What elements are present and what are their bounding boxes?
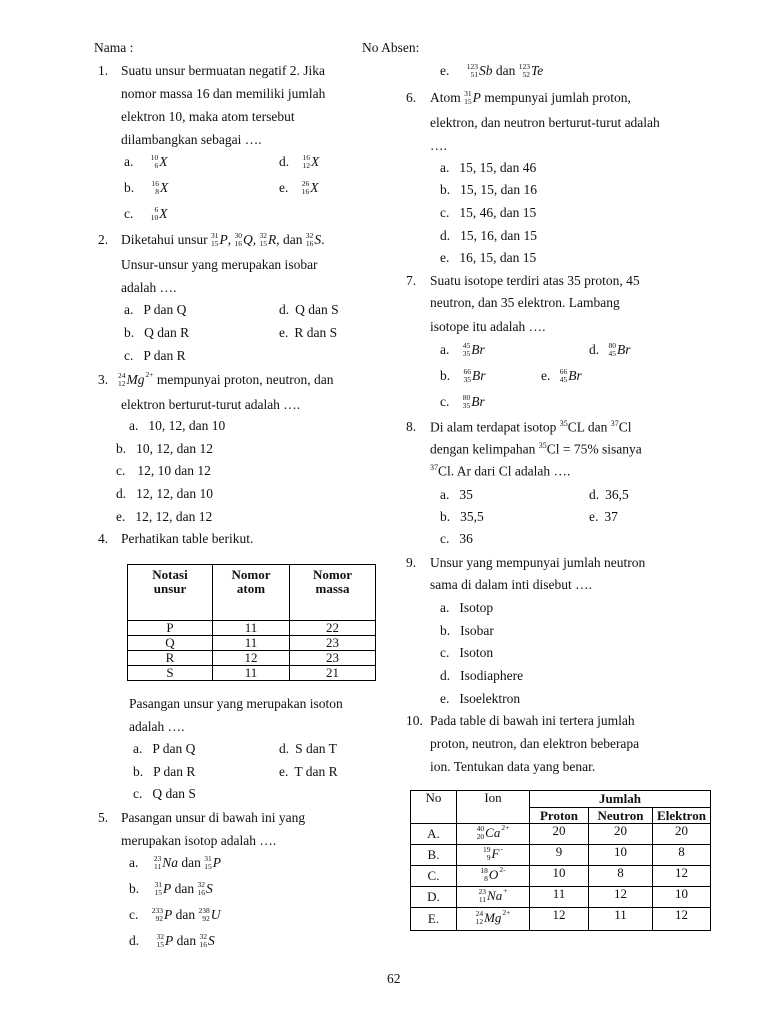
table-header: Notasi unsur: [128, 565, 213, 621]
q3-line: 24 12 $Mg^{2+}$ mempunyai proton, neutron, dan: [118, 370, 334, 388]
q2-option-a[interactable]: a. P dan Q: [124, 302, 187, 317]
q6-option-b[interactable]: b. 15, 15, dan 16: [440, 182, 537, 197]
q2-option-c[interactable]: c. P dan R: [124, 348, 186, 363]
q4-option-c[interactable]: c. Q dan S: [133, 786, 196, 801]
q5-line: merupakan isotop adalah ….: [121, 833, 277, 848]
option-label: b.: [124, 180, 135, 196]
q7-number: 7.: [406, 273, 417, 288]
q9-option-b[interactable]: b. Isobar: [440, 623, 494, 638]
nuclide: 32 15 P: [156, 932, 174, 949]
nuclide: 23 11 Na+: [478, 885, 508, 904]
table-header: Ion: [457, 791, 530, 824]
q2-option-d[interactable]: d. Q dan S: [279, 302, 339, 317]
q5-option-b[interactable]: b. 31 15 P dan 32 16 S: [129, 880, 213, 897]
nuclide: 16 8 X: [151, 179, 169, 196]
q9-option-c[interactable]: c. Isoton: [440, 645, 494, 660]
q2-line: Unsur-unsur yang merupakan isobar: [121, 257, 318, 272]
q8-line: dengan kelimpahan $^{35}$Cl = 75% sisanya: [430, 441, 642, 457]
table-row: A. 40 20 $Ca^{2+}$ 20 20 20: [411, 824, 711, 845]
q7-line: Suatu isotope terdiri atas 35 proton, 45: [430, 273, 640, 288]
q3-option-a[interactable]: a. 10, 12, dan 10: [129, 418, 226, 433]
nuclide: 23 11 Na: [153, 854, 179, 871]
q9-line: sama di dalam inti disebut ….: [430, 577, 592, 592]
q1-option-d[interactable]: [279, 155, 319, 171]
q6-option-c[interactable]: c. 15, 46, dan 15: [440, 205, 537, 220]
q1-line: elektron 10, maka atom tersebut: [121, 109, 295, 124]
q7-line: neutron, dan 35 elektron. Lambang: [430, 295, 620, 310]
table-row: Q 11 23: [128, 636, 376, 651]
q8-option-b[interactable]: b. 35,5: [440, 509, 484, 524]
q6-line: ….: [430, 138, 447, 153]
table-row: B. 19 9 F- 9 10 8: [411, 845, 711, 866]
nuclide: 10 6 X: [150, 153, 168, 170]
nuclide: 32 16 S: [305, 231, 322, 248]
q9-option-e[interactable]: e. Isoelektron: [440, 691, 521, 706]
q1-line: dilambangkan sebagai ….: [121, 132, 262, 147]
nuclide: 123 51 Sb: [466, 62, 493, 79]
table-header: Proton: [530, 808, 589, 824]
nuclide: 80 35 Br: [462, 393, 485, 410]
q2-line: adalah ….: [121, 280, 177, 295]
q1-option-a[interactable]: [124, 155, 168, 171]
q3-number: 3.: [98, 372, 109, 387]
option-label: e.: [279, 180, 289, 196]
nuclide: 24 12 $Mg^{2+}$: [118, 370, 154, 388]
q4-table: [127, 564, 376, 681]
nuclide: 45 35 Br: [462, 341, 485, 358]
nuclide: 233 92 P: [151, 906, 173, 923]
q6-number: 6.: [406, 90, 417, 105]
q3-option-b[interactable]: b. 10, 12, dan 12: [116, 441, 213, 456]
nuclide: 123 52 Te: [518, 62, 544, 79]
nuclide: 6 10 X: [150, 205, 168, 222]
q8-option-c[interactable]: c. 36: [440, 531, 473, 546]
nuclide: 16 12 X: [302, 153, 320, 170]
q4-line: adalah ….: [129, 719, 185, 734]
q6-option-d[interactable]: d. 15, 16, dan 15: [440, 228, 537, 243]
q10-number: 10.: [406, 713, 423, 728]
q2-option-e[interactable]: e. R dan S: [279, 325, 338, 340]
q8-option-e[interactable]: e. 37: [589, 509, 618, 524]
nuclide: 18 8 $O^{2-}$: [480, 864, 506, 883]
q2-number: 2.: [98, 232, 109, 247]
q4-option-e[interactable]: e. T dan R: [279, 764, 338, 779]
q8-line: Di alam terdapat isotop $^{35}$CL dan $^{37}$Cl: [430, 419, 632, 435]
q7-option-b[interactable]: b. 66 35 Br: [440, 367, 486, 384]
table-row: D. 23 11 Na+ 11 12 10: [411, 887, 711, 908]
q9-option-a[interactable]: a. Isotop: [440, 600, 494, 615]
table-row: E. 24 12 $Mg^{2+}$ 12 11 12: [411, 908, 711, 931]
table-row: C. 18 8 $O^{2-}$ 10 8 12: [411, 866, 711, 887]
q5-option-e[interactable]: e. 123 51 Sb dan 123 52 Te: [440, 62, 544, 79]
table-row: S 11 21: [128, 666, 376, 681]
q6-line: Atom 31 15 P mempunyai jumlah proton,: [430, 89, 631, 106]
nuclide: 32 15 R: [259, 231, 277, 248]
option-label: c.: [124, 206, 134, 222]
q10-line: Pada table di bawah ini tertera jumlah: [430, 713, 635, 728]
q3-option-c[interactable]: c. 12, 10 dan 12: [116, 463, 211, 478]
nuclide: 80 45 Br: [608, 341, 631, 358]
nuclide: 31 15 P: [464, 89, 481, 106]
q7-option-e[interactable]: e. 66 45 Br: [541, 367, 582, 384]
q8-option-a[interactable]: a. 35: [440, 487, 473, 502]
q9-line: Unsur yang mempunyai jumlah neutron: [430, 555, 646, 570]
q5-option-d[interactable]: d. 32 15 P dan 32 16 S: [129, 932, 215, 949]
q1-line: Suatu unsur bermuatan negatif 2. Jika: [121, 63, 325, 78]
q10-line: proton, neutron, dan elektron beberapa: [430, 736, 640, 751]
option-label: a.: [124, 154, 134, 170]
q5-option-c[interactable]: c. 233 92 P dan 238 92 U: [129, 906, 221, 923]
nuclide: 31 15 P: [154, 880, 172, 897]
option-label: d.: [279, 154, 290, 170]
q5-number: 5.: [98, 810, 109, 825]
table-header: Elektron: [653, 808, 711, 824]
q9-number: 9.: [406, 555, 417, 570]
table-header: No: [411, 791, 457, 824]
q3-line: elektron berturut-turut adalah ….: [121, 397, 301, 412]
q3-option-d[interactable]: d. 12, 12, dan 10: [116, 486, 213, 501]
nuclide: 31 15 P: [204, 854, 222, 871]
nuclide: 32 16 S: [197, 880, 213, 897]
q3-option-e[interactable]: e. 12, 12, dan 12: [116, 509, 213, 524]
table-row: R 12 23: [128, 651, 376, 666]
q1-option-c[interactable]: [124, 207, 168, 223]
q10-line: ion. Tentukan data yang benar.: [430, 759, 596, 774]
q8-line: $^{37}$Cl. Ar dari Cl adalah ….: [430, 463, 571, 479]
q1-line: nomor massa 16 dan memiliki jumlah: [121, 86, 326, 101]
nuclide: 30 16 Q: [234, 231, 253, 248]
q5-line: Pasangan unsur di bawah ini yang: [121, 810, 306, 825]
q5-option-a[interactable]: a. 23 11 Na dan 31 15 P: [129, 854, 222, 871]
nuclide: 19 9 F-: [483, 843, 503, 862]
q4-line: Pasangan unsur yang merupakan isoton: [129, 696, 343, 711]
q6-option-e[interactable]: e. 16, 15, dan 15: [440, 250, 537, 265]
q1-option-b[interactable]: [124, 181, 168, 197]
q7-line: isotope itu adalah ….: [430, 319, 546, 334]
q7-option-d[interactable]: d. 80 45 Br: [589, 341, 631, 358]
table-header: Neutron: [589, 808, 653, 824]
q2-intro-line: Diketahui unsur 31 15 P, 30 16 Q, 32 15 R, dan 32 16 S.: [121, 231, 325, 248]
q7-option-a[interactable]: a. 45 35 Br: [440, 341, 485, 358]
nuclide: 66 45 Br: [559, 367, 582, 384]
q8-option-d[interactable]: d. 36,5: [589, 487, 629, 502]
q4-option-a[interactable]: a. P dan Q: [133, 741, 196, 756]
q4-text: Perhatikan table berikut.: [121, 531, 254, 546]
q7-option-c[interactable]: c. 80 35 Br: [440, 393, 485, 410]
nuclide: 24 12 $Mg^{2+}$: [475, 907, 511, 926]
absen-label: No Absen:: [362, 40, 420, 55]
page-number: 62: [387, 971, 401, 986]
q1-option-e[interactable]: [279, 181, 319, 197]
name-label: Nama :: [94, 40, 134, 55]
q10-table: [410, 790, 711, 931]
q4-number: 4.: [98, 531, 109, 546]
nuclide: 26 16 X: [301, 179, 319, 196]
table-header: Jumlah: [530, 791, 711, 808]
q8-number: 8.: [406, 419, 417, 434]
q4-option-d[interactable]: d. S dan T: [279, 741, 337, 756]
q2-option-b[interactable]: b. Q dan R: [124, 325, 190, 340]
q6-line: elektron, dan neutron berturut-turut adalah: [430, 115, 660, 130]
nuclide: 40 20 $Ca^{2+}$: [476, 822, 510, 841]
nuclide: 31 15 P: [211, 231, 228, 248]
nuclide: 32 16 S: [199, 932, 215, 949]
table-header: Nomor massa: [290, 565, 376, 621]
nuclide: 238 92 U: [198, 906, 221, 923]
nuclide: 66 35 Br: [463, 367, 486, 384]
q9-option-d[interactable]: d. Isodiaphere: [440, 668, 524, 683]
q1-number: 1.: [98, 63, 109, 78]
table-row: P 11 22: [128, 621, 376, 636]
q4-option-b[interactable]: b. P dan R: [133, 764, 196, 779]
table-header: Nomor atom: [213, 565, 290, 621]
q6-option-a[interactable]: a. 15, 15, dan 46: [440, 160, 537, 175]
